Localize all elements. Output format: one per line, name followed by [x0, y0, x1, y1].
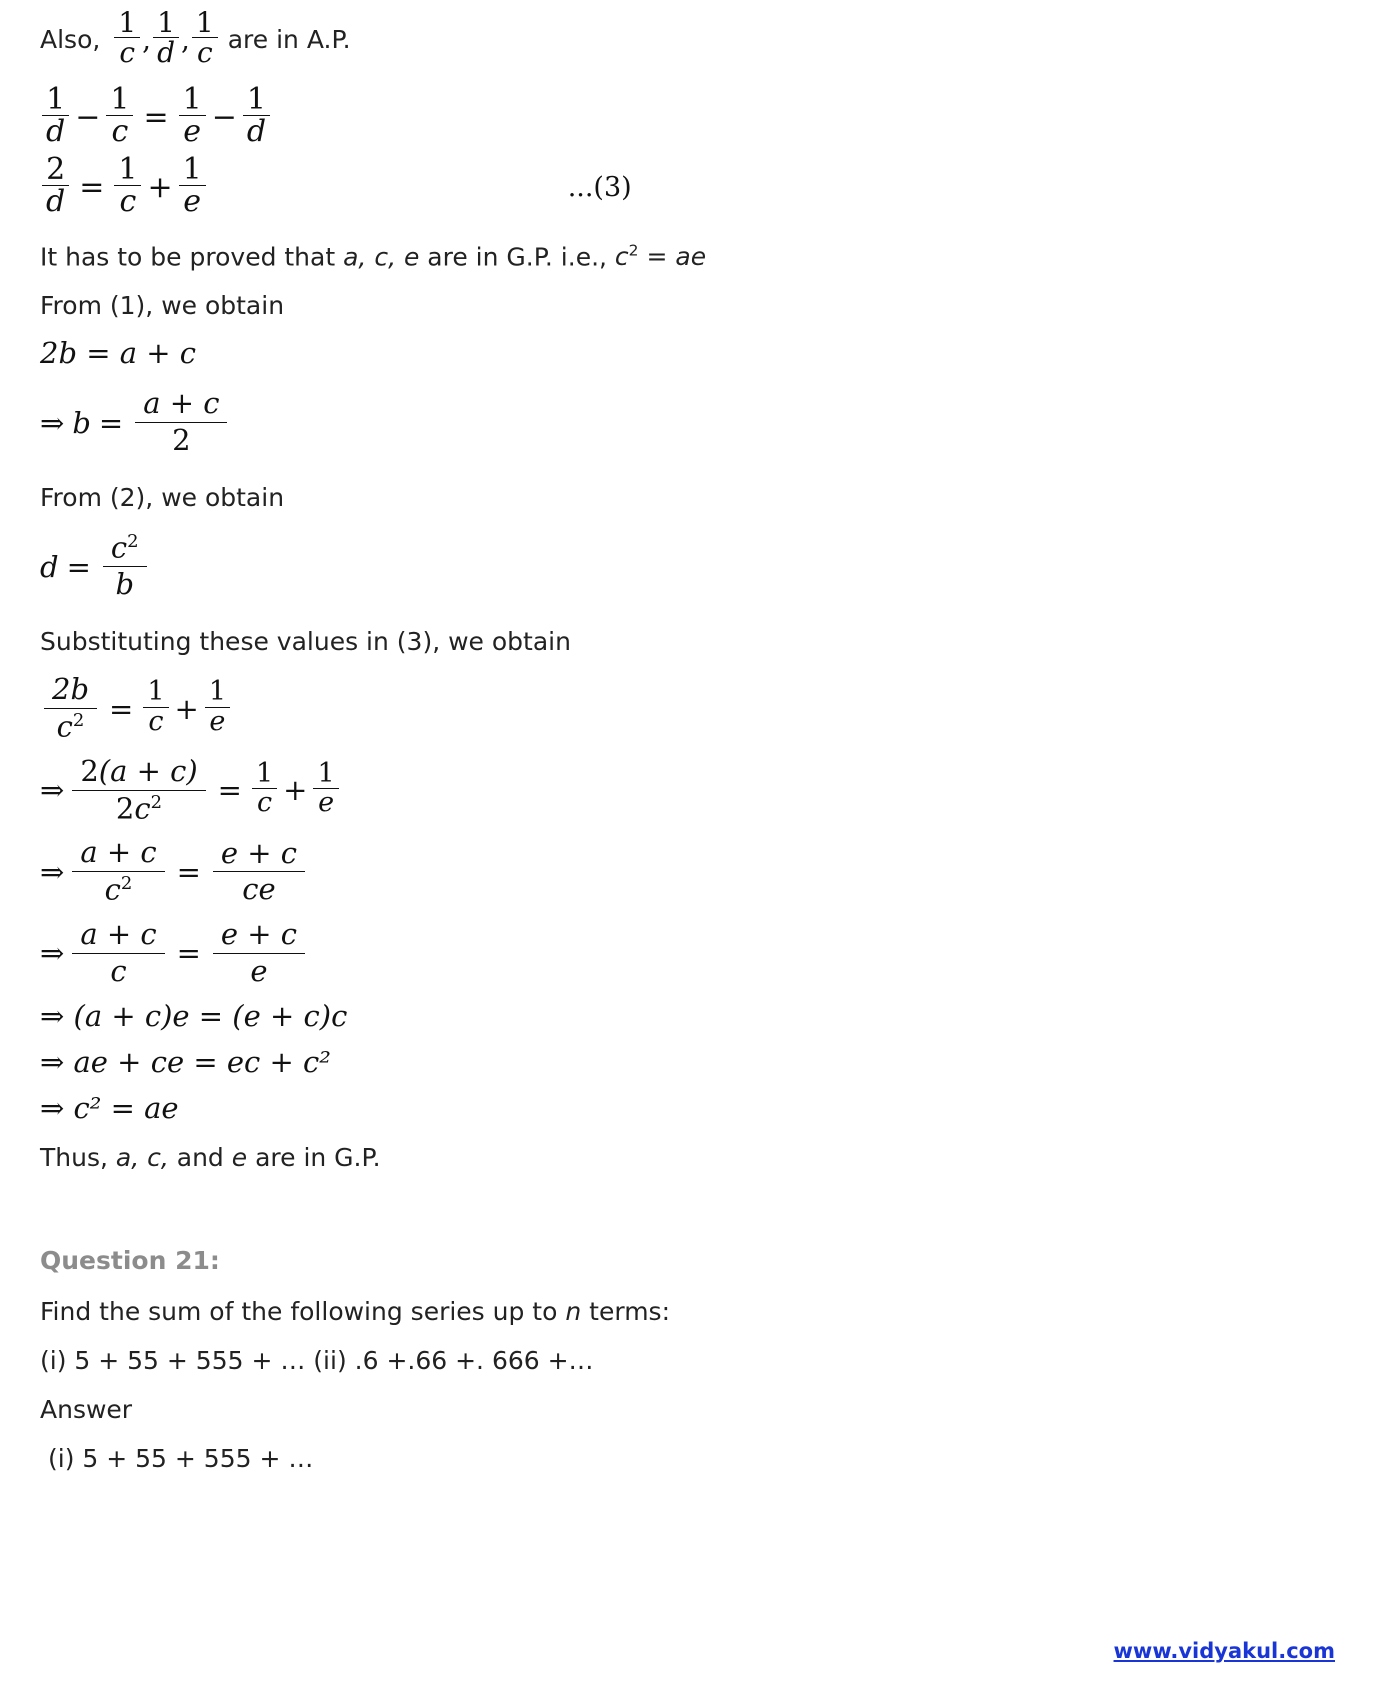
equation-sub-1: $\frac{2b}{c^2}$ = $\frac{1}{c}$ + $\frac{1}{e}$: [40, 674, 1335, 743]
also-line: [40, 6, 1335, 70]
equation-sub-5-text: ⇒ (a + c)e = (e + c)c: [40, 999, 348, 1034]
equation-sub-5: [40, 999, 1335, 1033]
proof-statement-expr: $c^2$ = ae: [614, 241, 707, 272]
equation-sub-6-text: ⇒ ae + ce = ec + c²: [40, 1045, 331, 1080]
answer-label: Answer: [40, 1395, 133, 1425]
conclusion-var-e: e: [231, 1143, 248, 1173]
equation-sub-4: ⇒ $\frac{a + c}{c}$ = $\frac{e + c}{e}$: [40, 919, 1335, 988]
equation-sub-6: [40, 1045, 1335, 1079]
question-prompt: [40, 1297, 1335, 1326]
also-suffix: are in A.P.: [227, 25, 351, 55]
document-content: [40, 6, 1335, 1474]
equation-sub-7-text: ⇒ c² = ae: [40, 1091, 179, 1126]
equation-2b: [40, 336, 1335, 370]
conclusion-text-3: are in G.P.: [247, 1143, 381, 1173]
proof-statement-text-2: are in G.P. i.e.,: [419, 242, 615, 272]
question-series: (i) 5 + 55 + 555 + … (ii) .6 +.66 +. 666 +…: [40, 1346, 594, 1376]
equation-3: $\frac{2}{d}$ = $\frac{1}{c}$ + $\frac{1}{e}$ ...(3): [40, 156, 1335, 220]
equation-d-value: d = $\frac{c^2}{b}$: [40, 532, 1335, 601]
proof-statement: [40, 242, 1335, 271]
from-1-label: From (1), we obtain: [40, 291, 285, 321]
equation-sub-2: ⇒ $\frac{2(a + c)}{2c^2}$ = $\frac{1}{c}$ + $\frac{1}{e}$: [40, 756, 1335, 825]
conclusion-text-2: and: [168, 1143, 232, 1173]
answer-first-line: (i) 5 + 55 + 555 + …: [48, 1444, 314, 1474]
equation-2b-text: 2b = a + c: [40, 336, 197, 371]
equation-sub-3: ⇒ $\frac{a + c}{c^2}$ = $\frac{e + c}{ce}$: [40, 837, 1335, 906]
equation-tag-3: ...(3): [567, 172, 632, 204]
equation-sub-7: [40, 1091, 1335, 1125]
also-fraction-group: $\frac{1}{c}$ , $\frac{1}{d}$ , $\frac{1}{c}$: [112, 10, 219, 70]
equation-1: $\frac{1}{d}$ − $\frac{1}{c}$ = $\frac{1}{e}$ − $\frac{1}{d}$: [40, 86, 1335, 150]
from-2-label: From (2), we obtain: [40, 482, 285, 512]
question-heading: Question 21:: [40, 1246, 220, 1276]
equation-b-value: ⇒ b = $\frac{a + c}{2}$: [40, 388, 1335, 457]
conclusion-vars: a, c,: [115, 1143, 169, 1173]
question-prompt-var: n: [565, 1297, 582, 1327]
also-prefix: Also,: [40, 25, 101, 55]
question-prompt-text-2: terms:: [581, 1297, 670, 1327]
conclusion-line: [40, 1143, 1335, 1172]
conclusion-text-1: Thus,: [40, 1143, 116, 1173]
question-prompt-text-1: Find the sum of the following series up to: [40, 1297, 566, 1327]
watermark-link[interactable]: www.vidyakul.com: [1113, 1639, 1335, 1663]
proof-statement-text-1: It has to be proved that: [40, 242, 344, 272]
proof-statement-vars: a, c, e: [343, 242, 420, 272]
substituting-label: Substituting these values in (3), we obtain: [40, 627, 571, 657]
